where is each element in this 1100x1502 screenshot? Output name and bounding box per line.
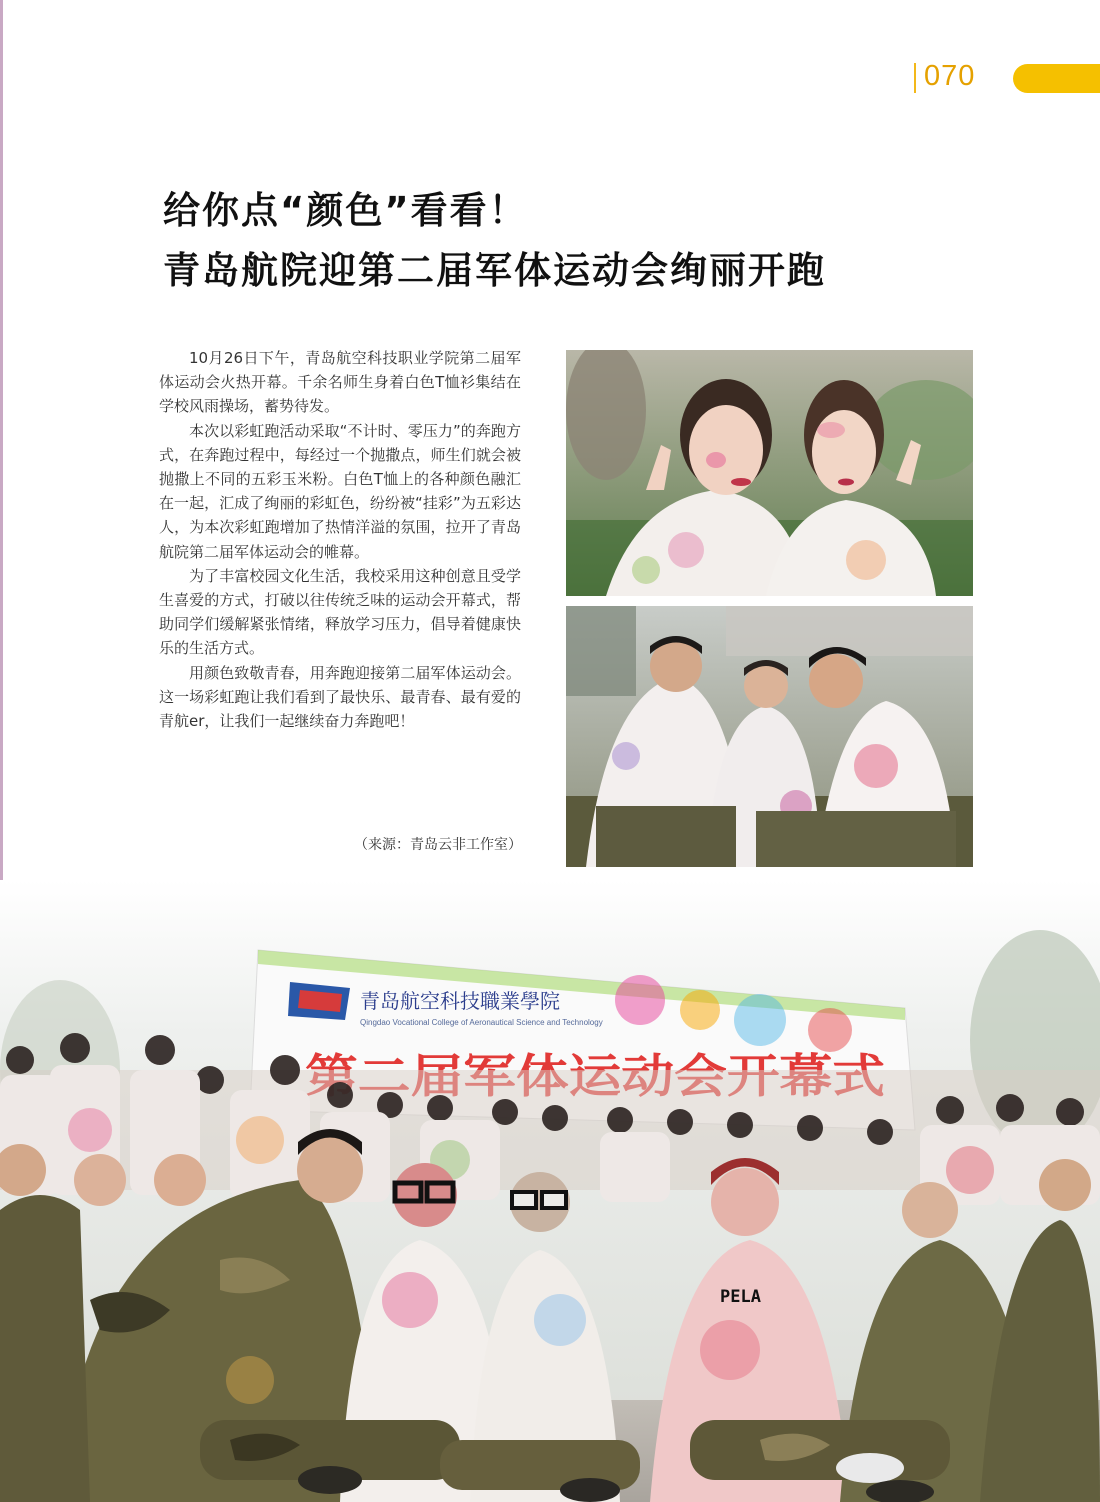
page-number-divider bbox=[914, 63, 916, 93]
paragraph-3: 为了丰富校园文化生活，我校采用这种创意且受学生喜爱的方式，打破以往传统乏味的运动会开幕式，帮助同学们缓解紧张情绪，释放学习压力，倡导着健康快乐的生活方式。 bbox=[159, 566, 521, 658]
photo-two-girls bbox=[566, 350, 973, 596]
paragraph-2: 本次以彩虹跑活动采取“不计时、零压力”的奔跑方式，在奔跑过程中，每经过一个抛撒点，师生们就会被抛撒上不同的五彩玉米粉。白色T恤上的各种颜色融汇在一起，汇成了绚丽的彩虹色，纷纷被“挂彩”为五彩达人，为本次彩虹跑增加了热情洋溢的氛围，拉开了青岛航院第二届军体运动会的帷幕。 bbox=[159, 421, 521, 561]
photo-boys-powder-image bbox=[566, 606, 973, 867]
article-title-line-1: 给你点“颜色”看看！ bbox=[163, 189, 528, 232]
photo-group-banner bbox=[0, 880, 1100, 1502]
shirt-text: PELA bbox=[720, 1287, 761, 1307]
article-body bbox=[159, 346, 521, 733]
page-number: 070 bbox=[924, 60, 976, 92]
page-tab-accent bbox=[1013, 64, 1100, 93]
photo-two-girls-image bbox=[566, 350, 973, 596]
photo-group-banner-image bbox=[0, 880, 1100, 1502]
article-title-line-2: 青岛航院迎第二届军体运动会绚丽开跑 bbox=[163, 249, 826, 292]
article-source: （来源：青岛云非工作室） bbox=[354, 837, 522, 853]
paragraph-4: 用颜色致敬青春，用奔跑迎接第二届军体运动会。这一场彩虹跑让我们看到了最快乐、最青春、最有爱的青航er，让我们一起继续奋力奔跑吧！ bbox=[159, 663, 521, 731]
paragraph-1: 10月26日下午，青岛航空科技职业学院第二届军体运动会火热开幕。千余名师生身着白色T恤衫集结在学校风雨操场，蓄势待发。 bbox=[159, 349, 521, 416]
banner-school-name: 青岛航空科技職業學院 bbox=[360, 989, 560, 1013]
banner-school-logo bbox=[288, 982, 350, 1020]
banner-school-name-en: Qingdao Vocational College of Aeronautical Science and Technology bbox=[360, 1018, 603, 1027]
photo-boys-powder bbox=[566, 606, 973, 867]
front-row bbox=[0, 1129, 1100, 1502]
